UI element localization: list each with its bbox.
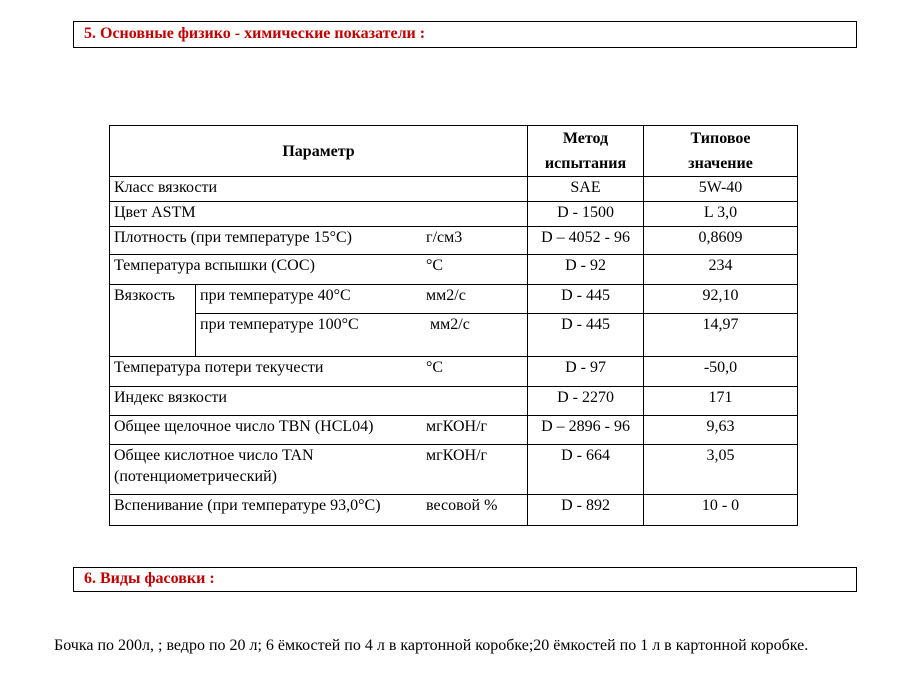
param-cell: Общее кислотное число TAN (потенциометрический) мгКОН/г <box>110 445 528 495</box>
value-cell: 171 <box>644 387 798 416</box>
value-cell: 234 <box>644 255 798 285</box>
value-cell: 5W-40 <box>644 177 798 202</box>
table-row <box>110 255 798 285</box>
method-cell: D - 2270 <box>528 387 644 416</box>
table-row <box>110 387 798 416</box>
param-cell: Цвет ASTM <box>110 202 528 227</box>
value-cell: L 3,0 <box>644 202 798 227</box>
method-cell: D - 892 <box>528 495 644 526</box>
section-5-header <box>73 21 857 48</box>
method-cell: D - 445 <box>528 285 644 314</box>
method-cell: D - 1500 <box>528 202 644 227</box>
param-cell-viscosity: Вязкость <box>110 285 196 357</box>
section-6-title: 6. Виды фасовки : <box>84 570 215 587</box>
method-cell: SAE <box>528 177 644 202</box>
method-cell: D – 4052 - 96 <box>528 227 644 255</box>
method-cell: D - 97 <box>528 357 644 387</box>
packaging-note: Бочка по 200л, ; ведро по 20 л; 6 ёмкостей по 4 л в картонной коробке;20 ёмкостей по 1 л в картонной коробке. <box>54 637 809 654</box>
table-row <box>110 314 798 357</box>
method-cell: D - 664 <box>528 445 644 495</box>
header-value: Типовое значение <box>644 126 798 177</box>
param-cell: Температура потери текучести °С <box>110 357 528 387</box>
table-row <box>110 416 798 445</box>
table-row <box>110 445 798 495</box>
value-cell: 9,63 <box>644 416 798 445</box>
value-cell: -50,0 <box>644 357 798 387</box>
method-cell: D – 2896 - 96 <box>528 416 644 445</box>
unit-label: мгКОН/г <box>426 418 488 435</box>
param-cell: Класс вязкости <box>110 177 528 202</box>
value-cell: 10 - 0 <box>644 495 798 526</box>
unit-label: °С <box>426 257 444 274</box>
section-5-title: 5. Основные физико - химические показатели : <box>84 25 426 42</box>
table-row <box>110 177 798 202</box>
table-row <box>110 357 798 387</box>
unit-label: мм2/с <box>430 316 470 333</box>
value-cell: 92,10 <box>644 285 798 314</box>
param-cell: Вспенивание (при температуре 93,0°С) весовой % <box>110 495 528 526</box>
value-cell: 0,8609 <box>644 227 798 255</box>
param-cell: Температура вспышки (СОС) °С <box>110 255 528 285</box>
method-cell: D - 445 <box>528 314 644 357</box>
table-row <box>110 285 798 314</box>
table-header-row <box>110 126 798 177</box>
value-cell: 14,97 <box>644 314 798 357</box>
unit-label: мм2/с <box>426 287 466 304</box>
section-6-header <box>73 567 857 592</box>
unit-label: °С <box>426 359 444 376</box>
header-param: Параметр <box>110 126 528 177</box>
param-subcell: при температуре 40°С мм2/с <box>196 285 528 314</box>
unit-label: весовой % <box>426 497 498 514</box>
parameters-table <box>109 125 798 526</box>
value-cell: 3,05 <box>644 445 798 495</box>
table-row <box>110 202 798 227</box>
param-cell: Общее щелочное число TBN (HCL04) мгКОН/г <box>110 416 528 445</box>
header-method: Метод испытания <box>528 126 644 177</box>
method-cell: D - 92 <box>528 255 644 285</box>
table-row <box>110 495 798 526</box>
unit-label: мгКОН/г <box>426 447 488 464</box>
table-row <box>110 227 798 255</box>
param-cell: Плотность (при температуре 15°С) г/см3 <box>110 227 528 255</box>
unit-label: г/см3 <box>426 229 463 246</box>
param-cell: Индекс вязкости <box>110 387 528 416</box>
param-subcell: при температуре 100°С мм2/с <box>196 314 528 357</box>
